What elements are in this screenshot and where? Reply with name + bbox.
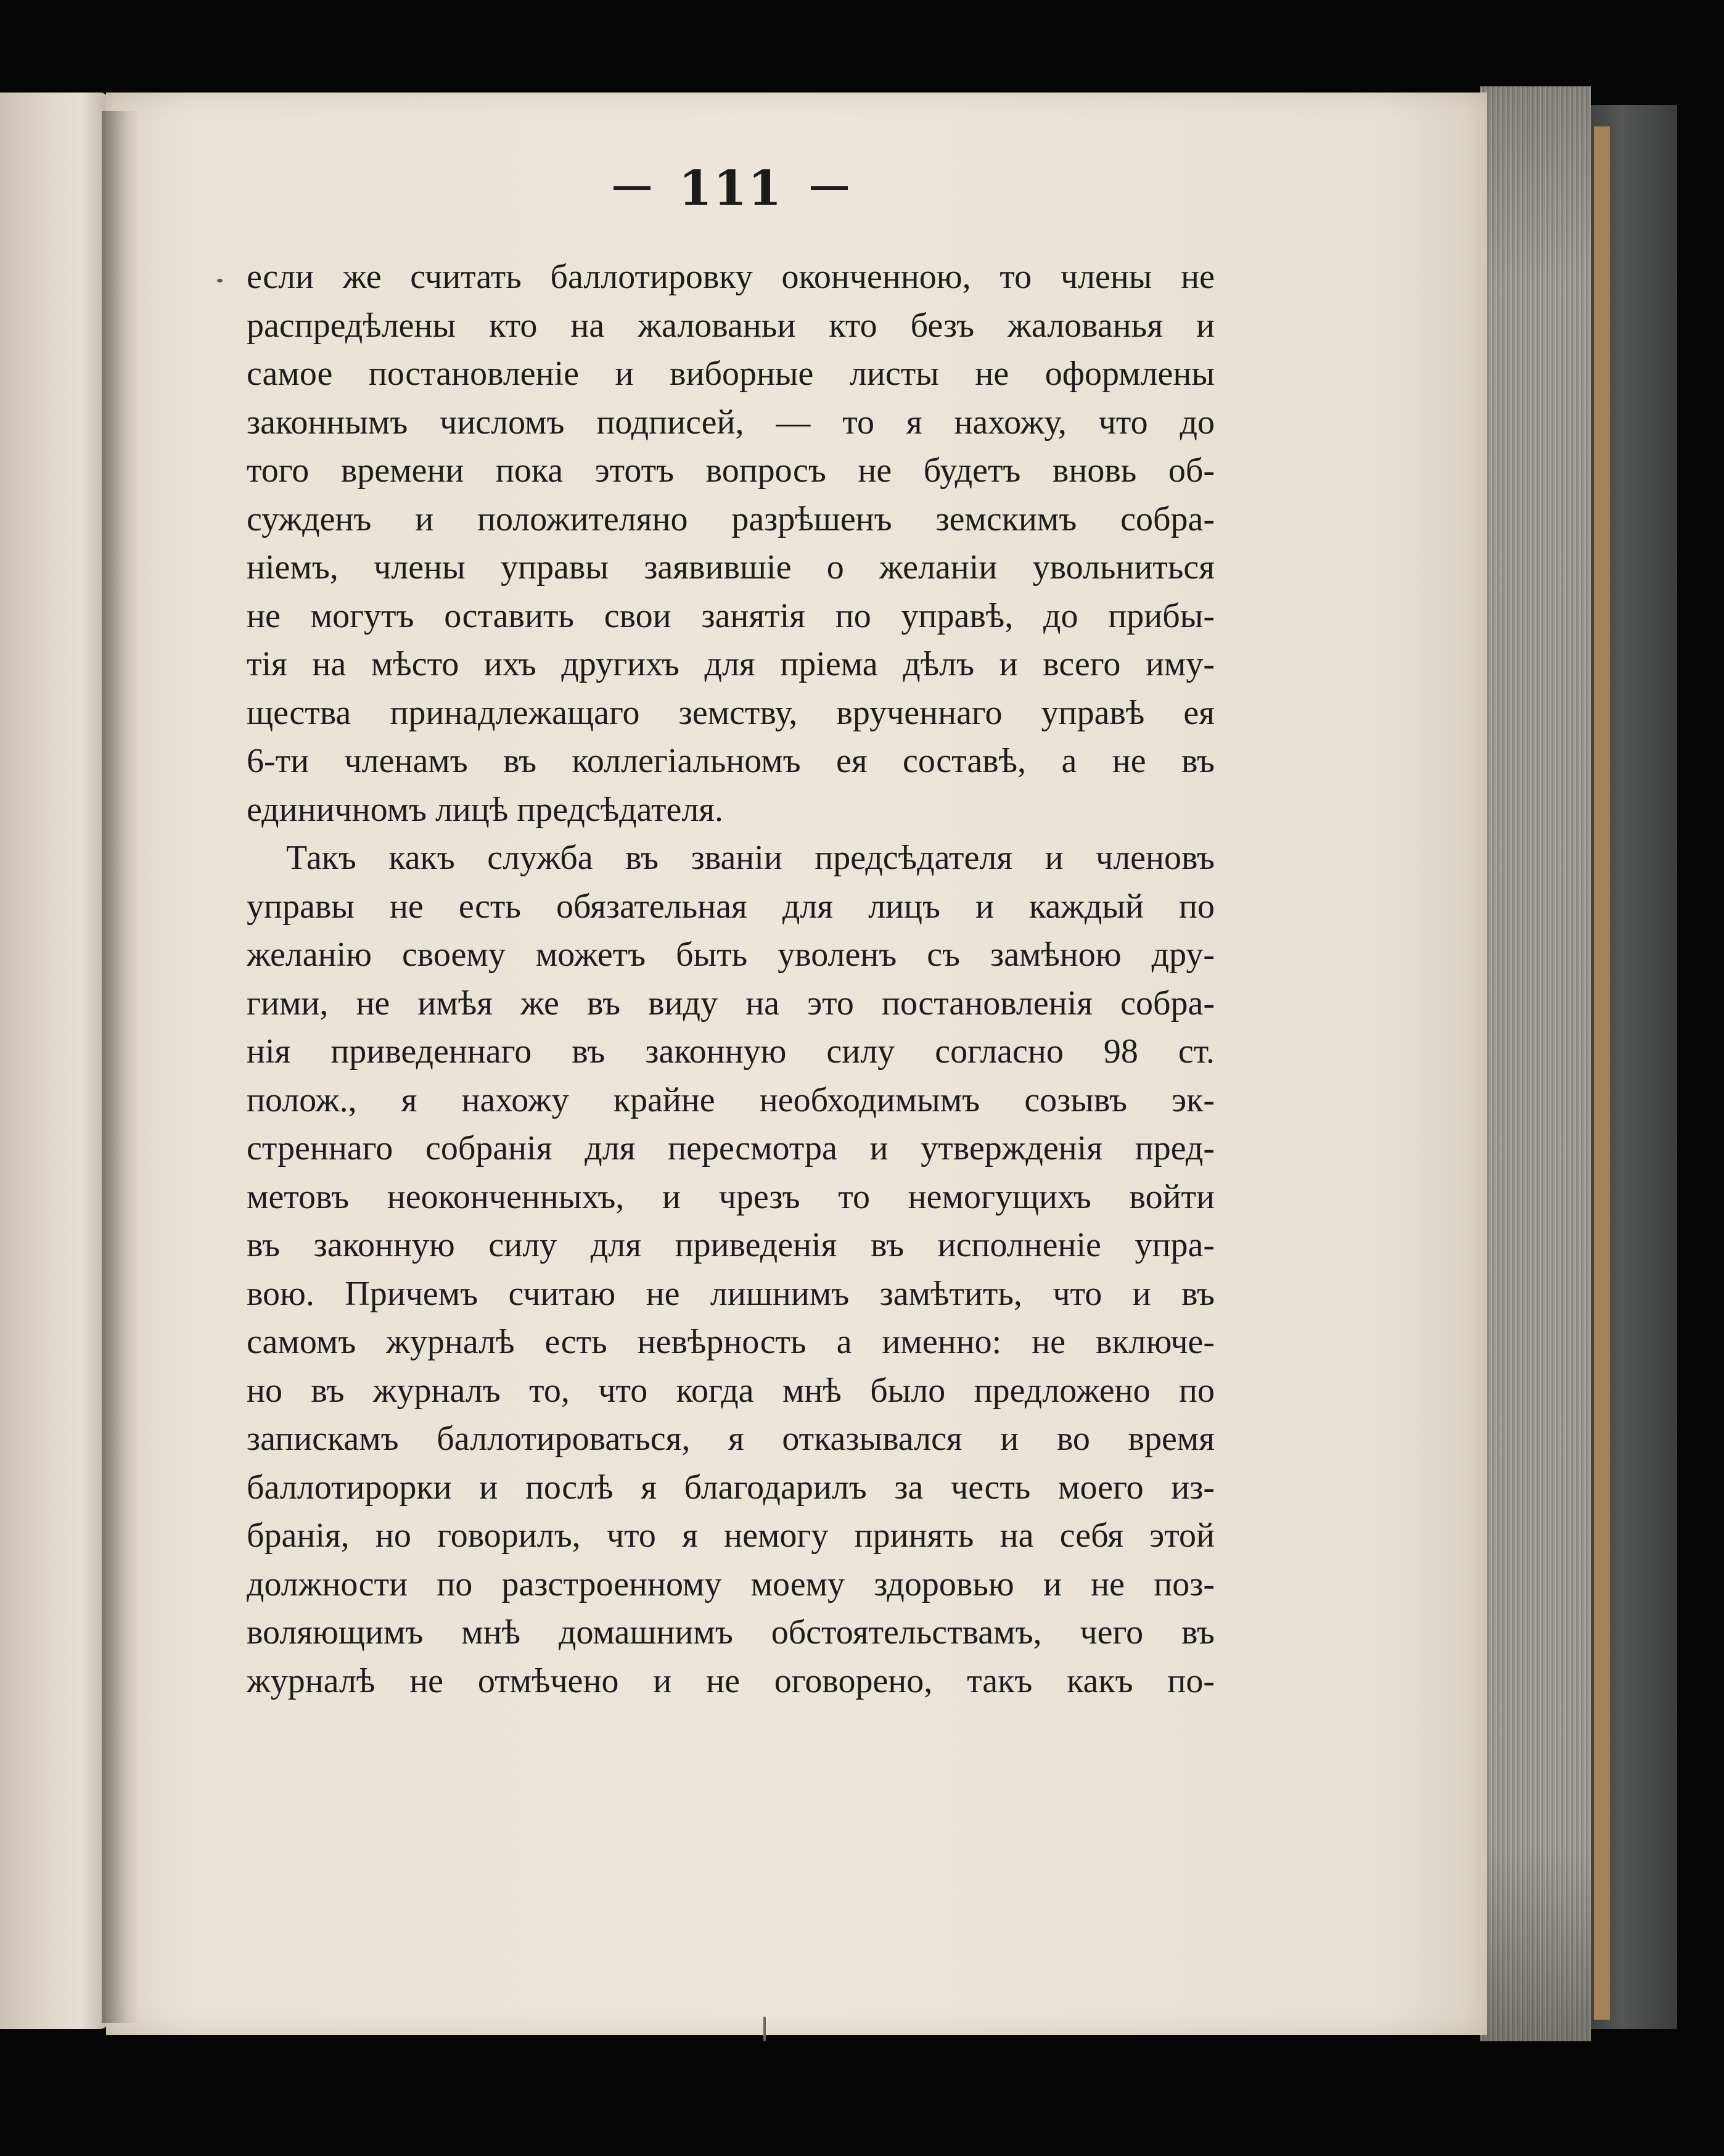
text-line: управы не есть обязательная для лицъ и каждый по bbox=[247, 887, 1215, 926]
text-line: стреннаго собранія для пересмотра и утвержденія пред- bbox=[247, 1129, 1215, 1167]
text-line: бранія, но говорилъ, что я немогу принять на себя этой bbox=[247, 1516, 1215, 1555]
text-line: ніемъ, члены управы заявившіе о желаніи увольниться bbox=[247, 548, 1215, 586]
header-dash-left bbox=[614, 186, 651, 190]
page-number: 111 bbox=[678, 160, 783, 216]
stacked-page-edges bbox=[1480, 86, 1591, 2041]
text-line: тія на мѣсто ихъ другихъ для пріема дѣлъ и всего иму- bbox=[247, 645, 1215, 683]
text-line: того времени пока этотъ вопросъ не будетъ вновь об- bbox=[247, 451, 1215, 490]
text-line: гими, не имѣя же въ виду на это постановленія собра- bbox=[247, 984, 1215, 1022]
header-dash-right bbox=[811, 186, 848, 190]
text-line: журналѣ не отмѣчено и не оговорено, такъ какъ по- bbox=[247, 1661, 1215, 1700]
paper-fleck bbox=[217, 279, 223, 282]
left-page-edge bbox=[0, 93, 108, 2029]
text-line: желанію своему можетъ быть уволенъ съ замѣною дру- bbox=[247, 936, 1215, 974]
text-line: вою. Причемъ считаю не лишнимъ замѣтить, что и въ bbox=[247, 1274, 1215, 1313]
text-line: если же считать баллотировку оконченною, то члены не bbox=[247, 258, 1215, 296]
page-header bbox=[614, 154, 848, 222]
text-line: запискамъ баллотироваться, я отказывался и во время bbox=[247, 1420, 1215, 1458]
gutter-shadow bbox=[102, 111, 139, 2023]
text-line: въ законную силу для приведенія въ исполненіе упра- bbox=[247, 1226, 1215, 1264]
text-line: 6-ти членамъ въ коллегіальномъ ея составѣ, а не въ bbox=[247, 742, 1215, 780]
text-line: но въ журналъ то, что когда мнѣ было предложено по bbox=[247, 1371, 1215, 1410]
cover-binding-strip bbox=[1594, 126, 1610, 2020]
text-line: баллотирорки и послѣ я благодарилъ за честь моего из- bbox=[247, 1468, 1215, 1507]
text-line: щества принадлежащаго земству, врученнаго управѣ ея bbox=[247, 693, 1215, 732]
text-line: должности по разстроенному моему здоровью и не поз- bbox=[247, 1565, 1215, 1603]
text-line: законнымъ числомъ подписей, — то я нахожу, что до bbox=[247, 403, 1215, 442]
text-line: сужденъ и положителяно разрѣшенъ земскимъ собра- bbox=[247, 500, 1215, 538]
text-line: полож., я нахожу крайне необходимымъ созывъ эк- bbox=[247, 1080, 1215, 1119]
paper-fleck bbox=[763, 2017, 766, 2041]
text-line: не могутъ оставить свои занятія по управѣ, до прибы- bbox=[247, 596, 1215, 635]
text-line: Такъ какъ служба въ званіи предсѣдателя и членовъ bbox=[286, 839, 1215, 877]
text-line: воляющимъ мнѣ домашнимъ обстоятельствамъ, чего въ bbox=[247, 1613, 1215, 1652]
text-line: самомъ журналѣ есть невѣрность а именно: не включе- bbox=[247, 1323, 1215, 1361]
text-line: самое постановленіе и виборные листы не оформлены bbox=[247, 355, 1215, 393]
text-line: нія приведеннаго въ законную силу согласно 98 ст. bbox=[247, 1032, 1215, 1071]
text-line: метовъ неоконченныхъ, и чрезъ то немогущихъ войти bbox=[247, 1177, 1215, 1216]
text-line: единичномъ лицѣ предсѣдателя. bbox=[247, 790, 724, 829]
text-line: распредѣлены кто на жалованьи кто безъ жалованья и bbox=[247, 306, 1215, 345]
body-text bbox=[247, 253, 1215, 1705]
